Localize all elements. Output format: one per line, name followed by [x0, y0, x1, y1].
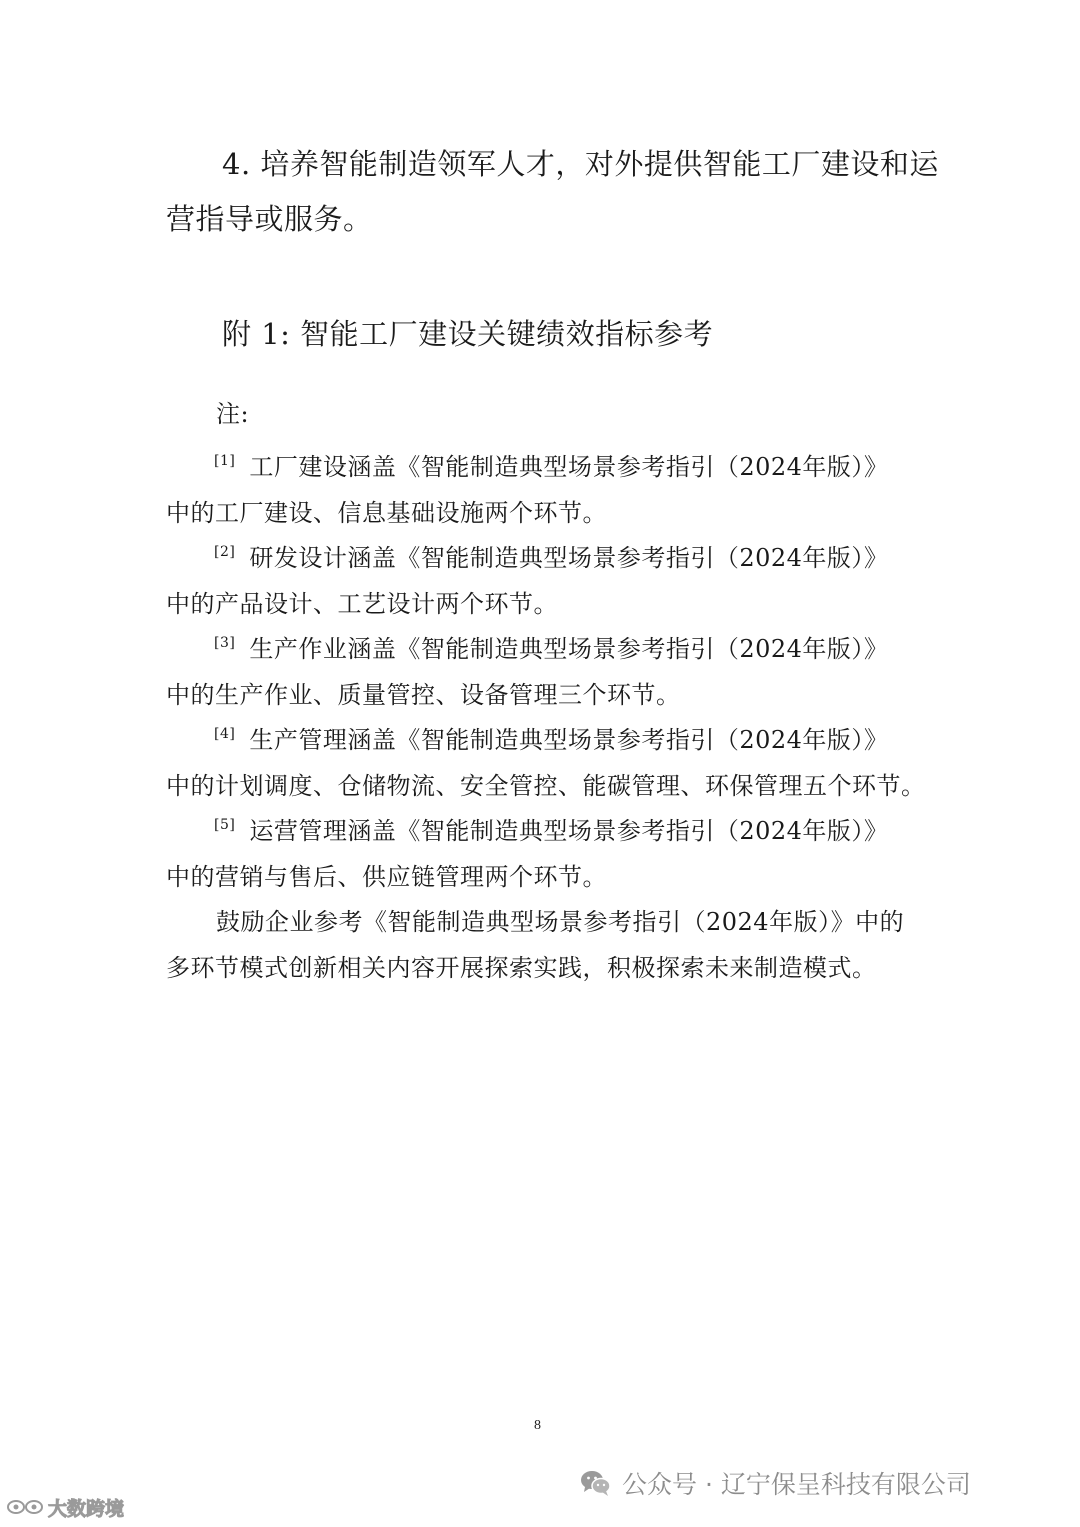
note-4-line-2: 中的计划调度、仓储物流、安全管控、能碳管理、环保管理五个环节。 — [166, 772, 926, 800]
note-2-marker: [2] — [214, 544, 236, 560]
wechat-watermark — [580, 1463, 971, 1503]
note-1-line-1 — [214, 447, 888, 482]
note-5-marker: [5] — [214, 817, 236, 833]
note-2-line-2: 中的产品设计、工艺设计两个环节。 — [166, 590, 558, 618]
note-5-text: 运营管理涵盖《智能制造典型场景参考指引（2024年版）》 — [249, 817, 889, 845]
watermark-text: 公众号 · 辽宁保呈科技有限公司 — [622, 1470, 971, 1499]
note-3-line-1 — [214, 629, 888, 664]
note-1-marker: [1] — [214, 453, 236, 469]
wechat-icon — [580, 1469, 612, 1497]
note-1-text: 工厂建设涵盖《智能制造典型场景参考指引（2024年版）》 — [249, 453, 889, 481]
eye-logo-icon — [6, 1497, 44, 1517]
page-number: 8 — [534, 1418, 541, 1433]
corner-logo — [6, 1493, 124, 1521]
note-3-marker: [3] — [214, 635, 236, 651]
corner-logo-text: 大数跨境 — [48, 1497, 125, 1520]
note-3-text: 生产作业涵盖《智能制造典型场景参考指引（2024年版）》 — [249, 635, 889, 663]
note-4-line-1 — [214, 720, 888, 755]
note-1-line-2: 中的工厂建设、信息基础设施两个环节。 — [166, 499, 607, 527]
note-4-marker: [4] — [214, 726, 236, 742]
note-3-line-2: 中的生产作业、质量管控、设备管理三个环节。 — [166, 681, 681, 709]
note-5-line-1 — [214, 811, 888, 846]
note-label: 注: — [216, 400, 250, 428]
note-2-text: 研发设计涵盖《智能制造典型场景参考指引（2024年版）》 — [249, 544, 889, 572]
note-2-line-1 — [214, 538, 888, 573]
section-4-line-2: 营指导或服务。 — [166, 202, 373, 236]
section-4-line-1: 4. 培养智能制造领军人才，对外提供智能工厂建设和运 — [222, 147, 939, 181]
note-4-text: 生产管理涵盖《智能制造典型场景参考指引（2024年版）》 — [249, 726, 889, 754]
closing-line-2: 多环节模式创新相关内容开展探索实践，积极探索未来制造模式。 — [166, 954, 877, 982]
appendix-title: 附 1: 智能工厂建设关键绩效指标参考 — [222, 317, 714, 351]
closing-line-1: 鼓励企业参考《智能制造典型场景参考指引（2024年版）》中的 — [216, 908, 905, 936]
note-5-line-2: 中的营销与售后、供应链管理两个环节。 — [166, 863, 607, 891]
